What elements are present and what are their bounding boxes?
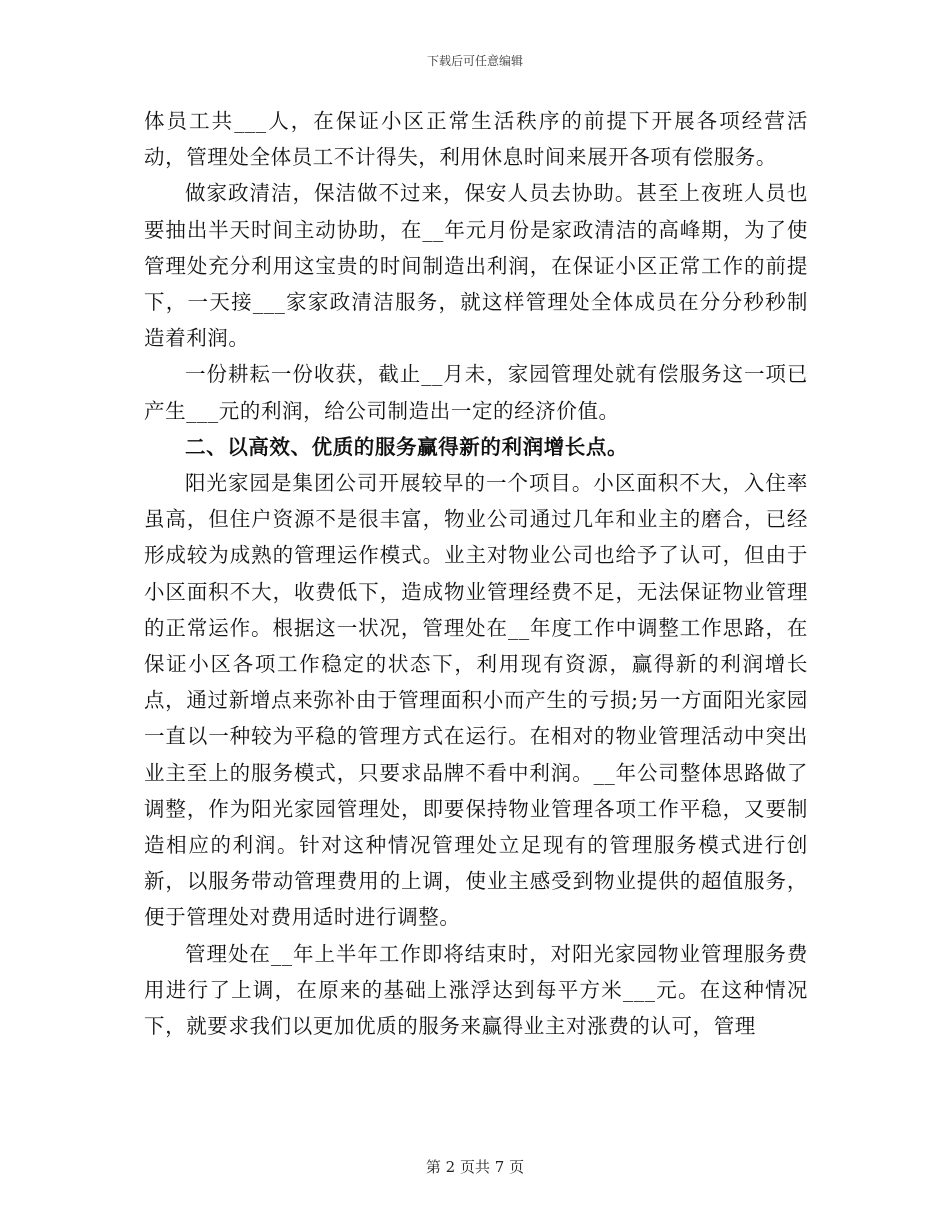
paragraph: 阳光家园是集团公司开展较早的一个项目。小区面积不大，入住率虽高，但住户资源不是很丰富，物业公司通过几年和业主的磨合，已经形成较为成熟的管理运作模式。业主对物业公司也给予了认可，但由于小区面积不大，收费低下，造成物业管理经费不足，无法保证物业管理的正常运作。根据这一状况，管理处在__年度工作中调整工作思路，在保证小区各项工作稳定的状态下，利用现有资源，赢得新的利润增长点，通过新增点来弥补由于管理面积小而产生的亏损;另一方面阳光家园一直以一种较为平稳的管理方式在运行。在相对的物业管理活动中突出业主至上的服务模式，只要求品牌不看中利润。__年公司整体思路做了调整，作为阳光家园管理处，即要保持物业管理各项工作平稳，又要制造相应的利润。针对这种情况管理处立足现有的管理服务模式进行创新，以服务带动管理费用的上调，使业主感受到物业提供的超值服务，便于管理处对费用适时进行调整。 (144, 471, 808, 930)
paragraph: 体员工共___人，在保证小区正常生活秩序的前提下开展各项经营活动，管理处全体员工不计得失，利用休息时间来展开各项有偿服务。 (144, 109, 808, 170)
paragraph: 做家政清洁，保洁做不过来，保安人员去协助。甚至上夜班人员也要抽出半天时间主动协助，在__年元月份是家政清洁的高峰期，为了使管理处充分利用这宝贵的时间制造出利润，在保证小区正常工作的前提下，一天接___家家政清洁服务，就这样管理处全体成员在分分秒秒制造着利润。 (144, 181, 808, 351)
paragraph: 一份耕耘一份收获，截止__月未，家园管理处就有偿服务这一项已产生___元的利润，给公司制造出一定的经济价值。 (144, 362, 808, 423)
paragraph: 管理处在__年上半年工作即将结束时，对阳光家园物业管理服务费用进行了上调，在原来的基础上涨浮达到每平方米___元。在这种情况下，就要求我们以更加优质的服务来赢得业主对涨费的认可，管理 (144, 941, 808, 1039)
section-heading: 二、以高效、优质的服务赢得新的利润增长点。 (185, 434, 629, 459)
page-header: 下载后可任意编辑 (426, 54, 523, 68)
document-body (144, 103, 808, 1044)
page-footer: 第 2 页共 7 页 (425, 1158, 525, 1176)
